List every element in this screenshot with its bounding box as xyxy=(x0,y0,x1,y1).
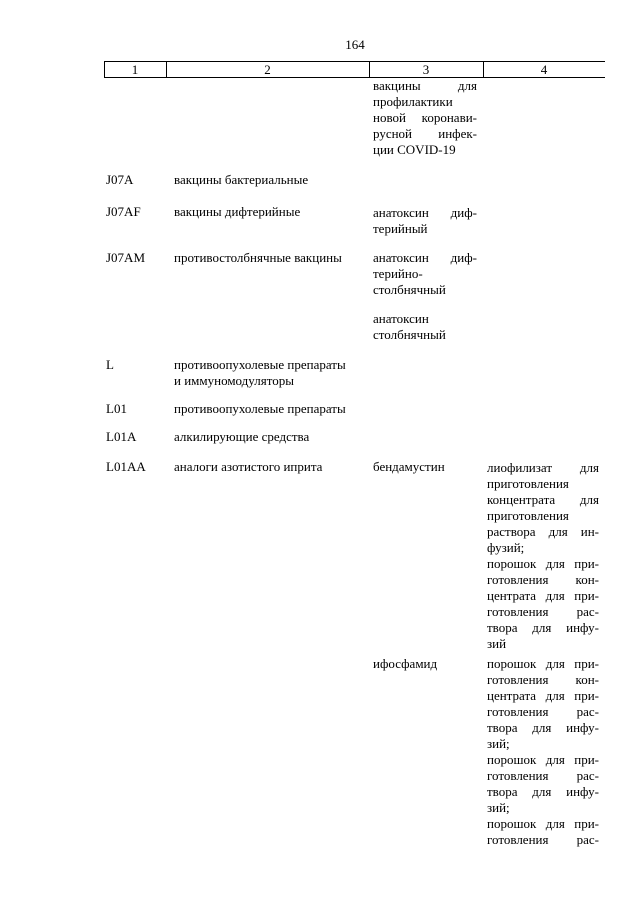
text-line: твора для инфу- xyxy=(487,784,599,799)
atc-code: L01 xyxy=(106,401,127,416)
text-line: терийно- xyxy=(373,266,423,281)
text-line: готовления рас- xyxy=(487,832,599,847)
text-line: фузий; xyxy=(487,540,525,555)
text-line: ции COVID-19 xyxy=(373,142,456,157)
text-line: профилактики xyxy=(373,94,453,109)
text-line: готовления кон- xyxy=(487,672,599,687)
text-line: твора для инфу- xyxy=(487,720,599,735)
atc-group-name xyxy=(174,357,364,389)
text-line: и иммуномодуляторы xyxy=(174,373,294,388)
text-line: раствора для ин- xyxy=(487,524,599,539)
text-line: порошок для при- xyxy=(487,556,599,571)
text-line: зий; xyxy=(487,736,510,751)
atc-group-name: противостолбнячные вакцины xyxy=(174,250,342,265)
text-line: готовления рас- xyxy=(487,768,599,783)
header-col-1: 1 xyxy=(131,62,139,77)
atc-code: L01AA xyxy=(106,459,146,474)
text-line: столбнячный xyxy=(373,327,446,342)
header-col-3: 3 xyxy=(422,62,430,77)
text-line: зий xyxy=(487,636,507,651)
drug-name: бендамустин xyxy=(373,459,445,474)
atc-code: L xyxy=(106,357,114,372)
atc-group-name: противоопухолевые препараты xyxy=(174,401,346,416)
text-line: анатоксин диф- xyxy=(373,250,477,265)
header-col-2: 2 xyxy=(264,62,271,77)
atc-group-name: вакцины бактериальные xyxy=(174,172,309,187)
text-line: порошок для при- xyxy=(487,752,599,767)
atc-group-name: аналоги азотистого иприта xyxy=(174,459,323,474)
text-line: новой коронави- xyxy=(373,110,477,125)
drug-name xyxy=(373,311,477,343)
atc-group-name: алкилирующие средства xyxy=(174,429,310,444)
drug-name xyxy=(373,250,477,298)
text-line: центрата для при- xyxy=(487,588,599,603)
text-line: анатоксин xyxy=(373,311,429,326)
atc-code: J07AF xyxy=(106,204,141,219)
drug-name-covid-vaccine xyxy=(373,78,477,158)
page-number: 164 xyxy=(345,37,365,52)
header-col-4: 4 xyxy=(540,62,548,77)
drug-name xyxy=(373,205,477,237)
text-line: готовления кон- xyxy=(487,572,599,587)
text-line: приготовления xyxy=(487,476,569,491)
text-line: противоопухолевые препараты xyxy=(174,357,346,372)
text-line: порошок для при- xyxy=(487,816,599,831)
atc-group-name: вакцины дифтерийные xyxy=(174,204,301,219)
dosage-forms xyxy=(487,656,599,848)
text-line: твора для инфу- xyxy=(487,620,599,635)
text-line: русной инфек- xyxy=(373,126,477,141)
text-line: концентрата для xyxy=(487,492,599,507)
table-header xyxy=(104,61,605,78)
text-line: зий; xyxy=(487,800,510,815)
atc-code: J07AM xyxy=(106,250,146,265)
text-line: анатоксин диф- xyxy=(373,205,477,220)
text-line: терийный xyxy=(373,221,428,236)
drug-name: ифосфамид xyxy=(373,656,438,671)
text-line: центрата для при- xyxy=(487,688,599,703)
text-line: столбнячный xyxy=(373,282,446,297)
text-line: приготовления xyxy=(487,508,569,523)
dosage-forms xyxy=(487,460,599,652)
text-line: лиофилизат для xyxy=(487,460,599,475)
text-line: готовления рас- xyxy=(487,704,599,719)
text-line: готовления рас- xyxy=(487,604,599,619)
atc-code: L01A xyxy=(106,429,137,444)
text-line: порошок для при- xyxy=(487,656,599,671)
atc-code: J07A xyxy=(106,172,134,187)
text-line: вакцины для xyxy=(373,78,477,93)
